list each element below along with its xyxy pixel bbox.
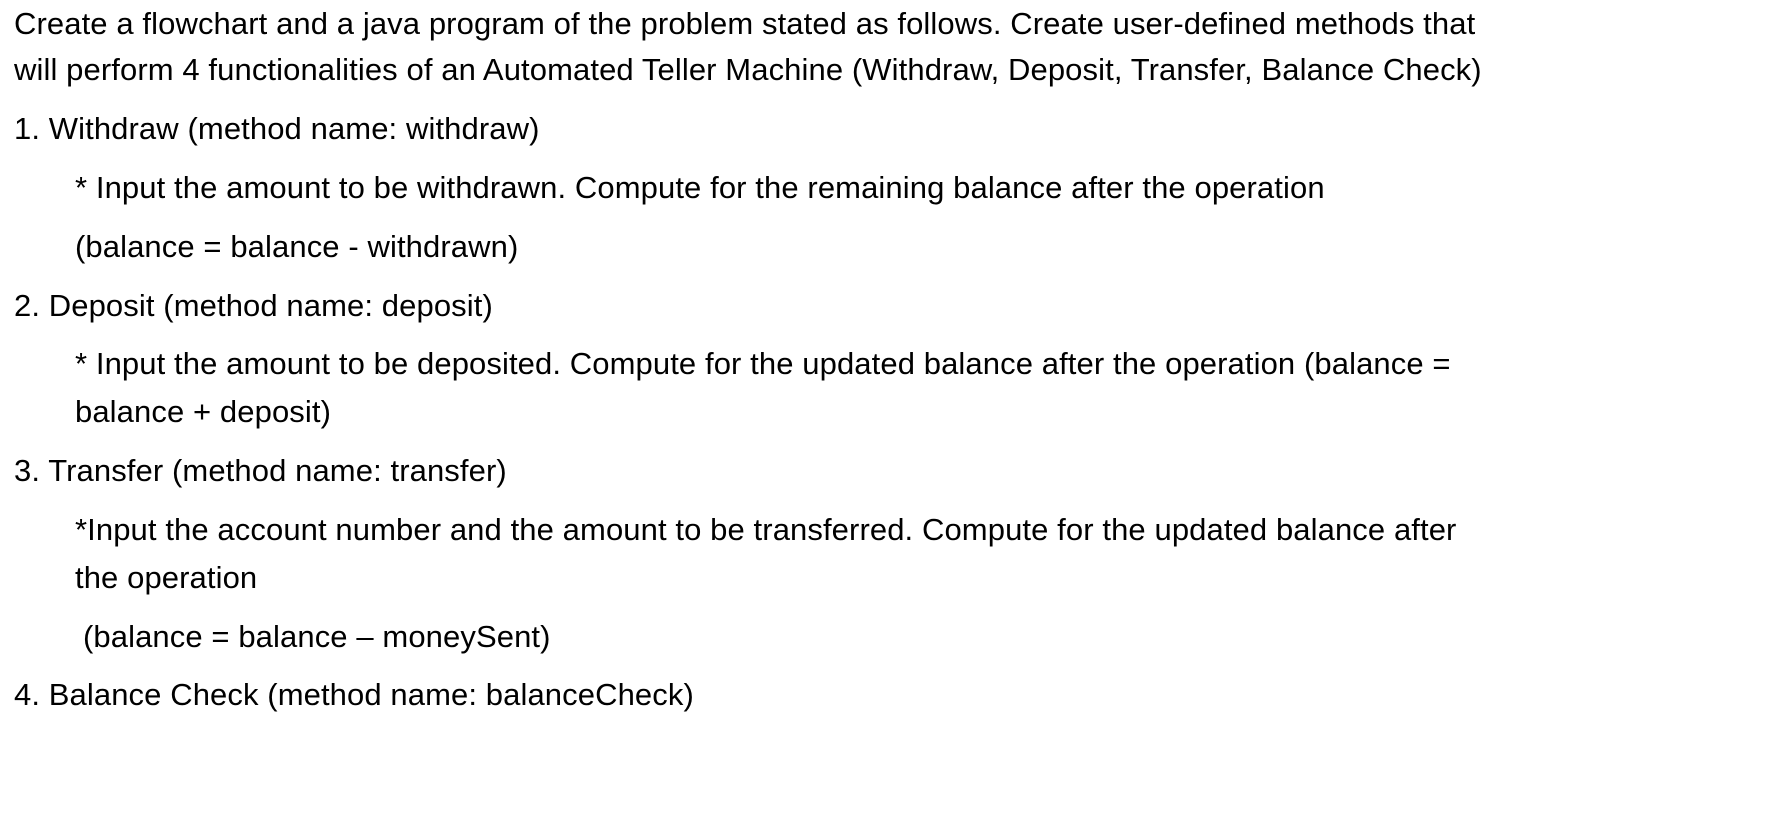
item-withdraw-heading: 1. Withdraw (method name: withdraw) — [14, 111, 540, 146]
item-withdraw-formula: (balance = balance - withdrawn) — [75, 229, 519, 264]
item-transfer-description: *Input the account number and the amount to be transferred. Compute for the updated balance after — [75, 512, 1457, 547]
intro-line-2: will perform 4 functionalities of an Automated Teller Machine (Withdraw, Deposit, Transfer, Balance Check) — [14, 52, 1482, 87]
item-deposit-description: * Input the amount to be deposited. Compute for the updated balance after the operation (balance = — [75, 346, 1451, 381]
intro-line-1: Create a flowchart and a java program of the problem stated as follows. Create user-defined methods that — [14, 6, 1476, 41]
item-balance-check-heading: 4. Balance Check (method name: balanceCheck) — [14, 677, 694, 712]
item-withdraw-description: * Input the amount to be withdrawn. Compute for the remaining balance after the operation — [75, 170, 1325, 205]
item-transfer-formula: (balance = balance – moneySent) — [83, 619, 551, 654]
item-deposit-description-cont: balance + deposit) — [75, 394, 332, 429]
item-transfer-heading: 3. Transfer (method name: transfer) — [14, 453, 507, 488]
item-transfer-description-cont: the operation — [75, 560, 258, 595]
item-deposit-heading: 2. Deposit (method name: deposit) — [14, 288, 493, 323]
